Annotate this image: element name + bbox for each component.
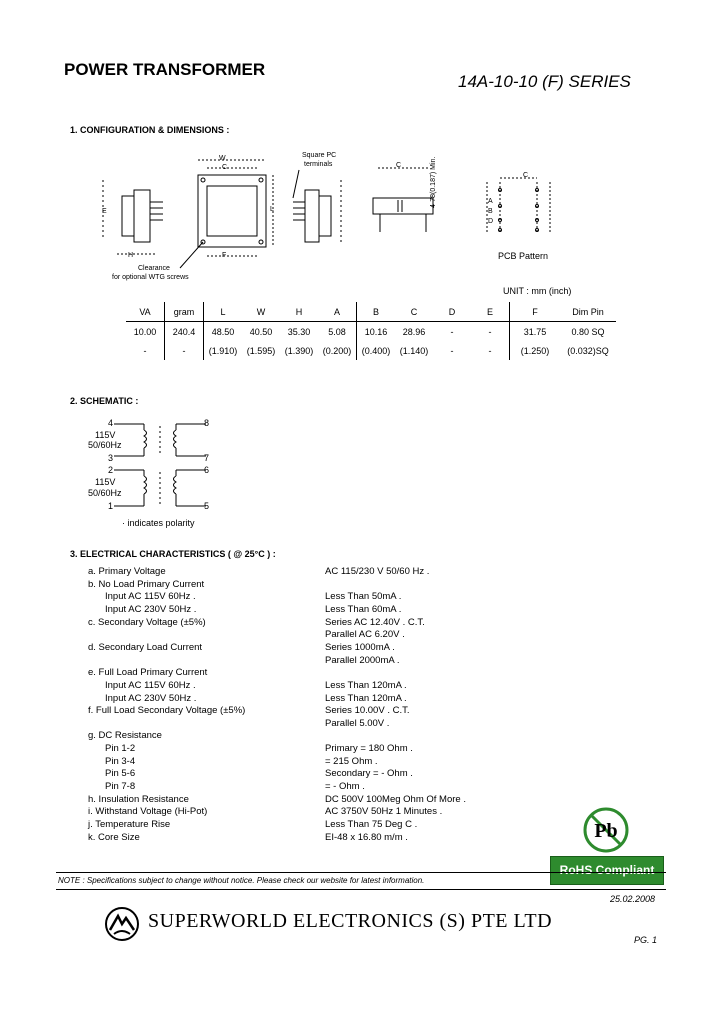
ec-label: Pin 5-6 (105, 768, 136, 779)
dim-label-w: W (219, 155, 226, 162)
voltage-label-1a: 115V (95, 430, 116, 440)
table-cell: - (165, 341, 204, 360)
table-cell: 48.50 (211, 326, 235, 337)
dim-label-l: L (270, 206, 274, 213)
dim-label-e: E (102, 208, 107, 215)
table-header-cell: D (433, 302, 471, 322)
ec-label: Input AC 230V 50Hz . (105, 693, 197, 704)
ec-label: d. Secondary Load Current (88, 642, 203, 653)
table-header-cell: gram (165, 302, 204, 322)
wtg-label: for optional WTG screws (112, 274, 189, 281)
document-date: 25.02.2008 (610, 894, 656, 904)
table-cell: 10.00 (126, 322, 165, 342)
dim-label-c3: C (523, 172, 529, 179)
pcb-pattern-label: PCB Pattern (498, 251, 549, 261)
ec-value: Less Than 120mA . (325, 680, 407, 691)
ec-label: f. Full Load Secondary Voltage (±5%) (88, 705, 246, 716)
section-schematic-heading: 2. SCHEMATIC : (70, 396, 139, 406)
table-header-cell: E (471, 302, 510, 322)
pb-text: Pb (594, 820, 618, 842)
polarity-note: · indicates polarity (122, 518, 195, 528)
table-cell: 31.75 (523, 326, 547, 337)
terminals-label: terminals (304, 161, 333, 168)
dim-label-b: B (488, 208, 493, 215)
table-cell: 5.08 (318, 322, 357, 342)
table-cell: (1.250) (520, 345, 550, 356)
page-number: PG. 1 (634, 935, 658, 945)
dim-label-h: H (128, 252, 134, 259)
ec-value: Less Than 120mA . (325, 693, 407, 704)
square-pc-label: Square PC (302, 152, 337, 159)
page-title: POWER TRANSFORMER (64, 60, 266, 79)
ec-value: Series AC 12.40V . C.T. (325, 617, 425, 628)
ec-value: Primary = 180 Ohm . (325, 743, 413, 754)
ec-label: a. Primary Voltage (88, 566, 166, 577)
table-cell: (1.140) (399, 345, 429, 356)
table-header-cell: Dim Pin (560, 302, 616, 322)
ec-label: b. No Load Primary Current (88, 579, 205, 590)
dimensions-table (126, 302, 616, 360)
voltage-label-1b: 50/60Hz (88, 440, 122, 450)
table-header-cell: L (204, 302, 243, 322)
table-row (126, 341, 616, 360)
ec-label: e. Full Load Primary Current (88, 667, 208, 678)
table-cell: 0.80 SQ (571, 326, 605, 337)
pin-8: 8 (204, 418, 210, 428)
company-logo-icon (104, 906, 140, 942)
ec-value: = - Ohm . (325, 781, 365, 792)
pin-3: 3 (108, 453, 114, 463)
table-header-cell: VA (126, 302, 165, 322)
ec-value: Parallel 2000mA . (325, 655, 400, 666)
table-cell: (1.390) (284, 345, 314, 356)
table-header-cell: C (395, 302, 433, 322)
table-header-row (126, 302, 616, 322)
voltage-label-2a: 115V (95, 477, 116, 487)
table-cell: 35.30 (287, 326, 311, 337)
table-cell: - (471, 322, 510, 342)
ec-label: Pin 3-4 (105, 756, 136, 767)
table-cell: 10.16 (364, 326, 388, 337)
table-cell: (0.200) (318, 341, 357, 360)
table-header-cell: A (318, 302, 357, 322)
ec-label: Input AC 115V 60Hz . (105, 680, 196, 691)
table-cell: (0.032)SQ (567, 345, 609, 356)
dim-label-c2: C (396, 162, 402, 169)
note-bottom-divider (56, 889, 666, 890)
lead-free-icon (582, 806, 630, 854)
table-cell: 28.96 (402, 326, 426, 337)
ec-value: Less Than 60mA . (325, 604, 402, 615)
ec-label: Pin 1-2 (105, 743, 136, 754)
ec-value: = 215 Ohm . (325, 756, 378, 767)
pin-5: 5 (204, 501, 210, 511)
ec-value: Less Than 50mA . (325, 591, 402, 602)
pin-6: 6 (204, 465, 210, 475)
ec-label: c. Secondary Voltage (±5%) (88, 617, 206, 628)
dim-label-d: D (488, 218, 494, 225)
rohs-badge: RoHS Compliant (550, 856, 664, 885)
table-header-cell: F (510, 302, 561, 322)
ec-label: Input AC 115V 60Hz . (105, 591, 196, 602)
pin-7: 7 (204, 453, 210, 463)
ec-value: DC 500V 100Meg Ohm Of More . (325, 794, 466, 805)
table-row (126, 322, 616, 342)
table-cell: - (450, 345, 454, 356)
note-top-divider (56, 872, 666, 873)
table-cell: 40.50 (249, 326, 273, 337)
series-name: 14A-10-10 (F) SERIES (458, 72, 631, 91)
ec-value: AC 115/230 V 50/60 Hz . (325, 566, 430, 577)
company-name: SUPERWORLD ELECTRONICS (S) PTE LTD (148, 910, 553, 932)
footer-note: NOTE : Specifications subject to change without notice. Please check our website for latest information. (58, 876, 425, 885)
ec-label: g. DC Resistance (88, 730, 162, 741)
table-cell: (1.910) (208, 345, 238, 356)
ec-label: Pin 7-8 (105, 781, 136, 792)
ec-value: Secondary = - Ohm . (325, 768, 413, 779)
ec-value: Parallel 5.00V . (325, 718, 390, 729)
unit-note: UNIT : mm (inch) (503, 286, 572, 296)
ec-value: Series 1000mA . (325, 642, 395, 653)
ec-label: h. Insulation Resistance (88, 794, 189, 805)
ec-label: j. Temperature Rise (88, 819, 171, 830)
table-cell: (0.400) (361, 345, 391, 356)
pin-1: 1 (108, 501, 114, 511)
pin-length-note: 4-78(0.187) Min. (430, 156, 437, 208)
ec-value: Parallel AC 6.20V . (325, 629, 405, 640)
table-cell: - (471, 341, 510, 360)
ec-value: EI-48 x 16.80 m/m . (325, 832, 408, 843)
table-header-cell: B (357, 302, 396, 322)
ec-label: i. Withstand Voltage (Hi-Pot) (88, 806, 208, 817)
ec-value: AC 3750V 50Hz 1 Minutes . (325, 806, 443, 817)
dim-label-a: A (488, 198, 493, 205)
table-cell: 240.4 (165, 322, 204, 342)
schematic-diagram (108, 418, 218, 510)
voltage-label-2b: 50/60Hz (88, 488, 122, 498)
ec-value: Series 10.00V . C.T. (325, 705, 410, 716)
table-header-cell: W (242, 302, 280, 322)
table-cell: - (126, 341, 165, 360)
section-electrical-heading: 3. ELECTRICAL CHARACTERISTICS ( @ 25°C ) : (70, 549, 276, 559)
table-cell: - (450, 326, 454, 337)
ec-label: k. Core Size (88, 832, 140, 843)
pin-4: 4 (108, 418, 114, 428)
clearance-label: Clearance (138, 265, 170, 272)
dim-label-f: F (222, 252, 227, 259)
table-cell: (1.595) (246, 345, 276, 356)
pin-2: 2 (108, 465, 114, 475)
section-config-heading: 1. CONFIGURATION & DIMENSIONS : (70, 125, 230, 135)
dim-label-c1: C (222, 164, 228, 171)
ec-label: Input AC 230V 50Hz . (105, 604, 197, 615)
table-header-cell: H (280, 302, 318, 322)
ec-value: Less Than 75 Deg C . (325, 819, 418, 830)
